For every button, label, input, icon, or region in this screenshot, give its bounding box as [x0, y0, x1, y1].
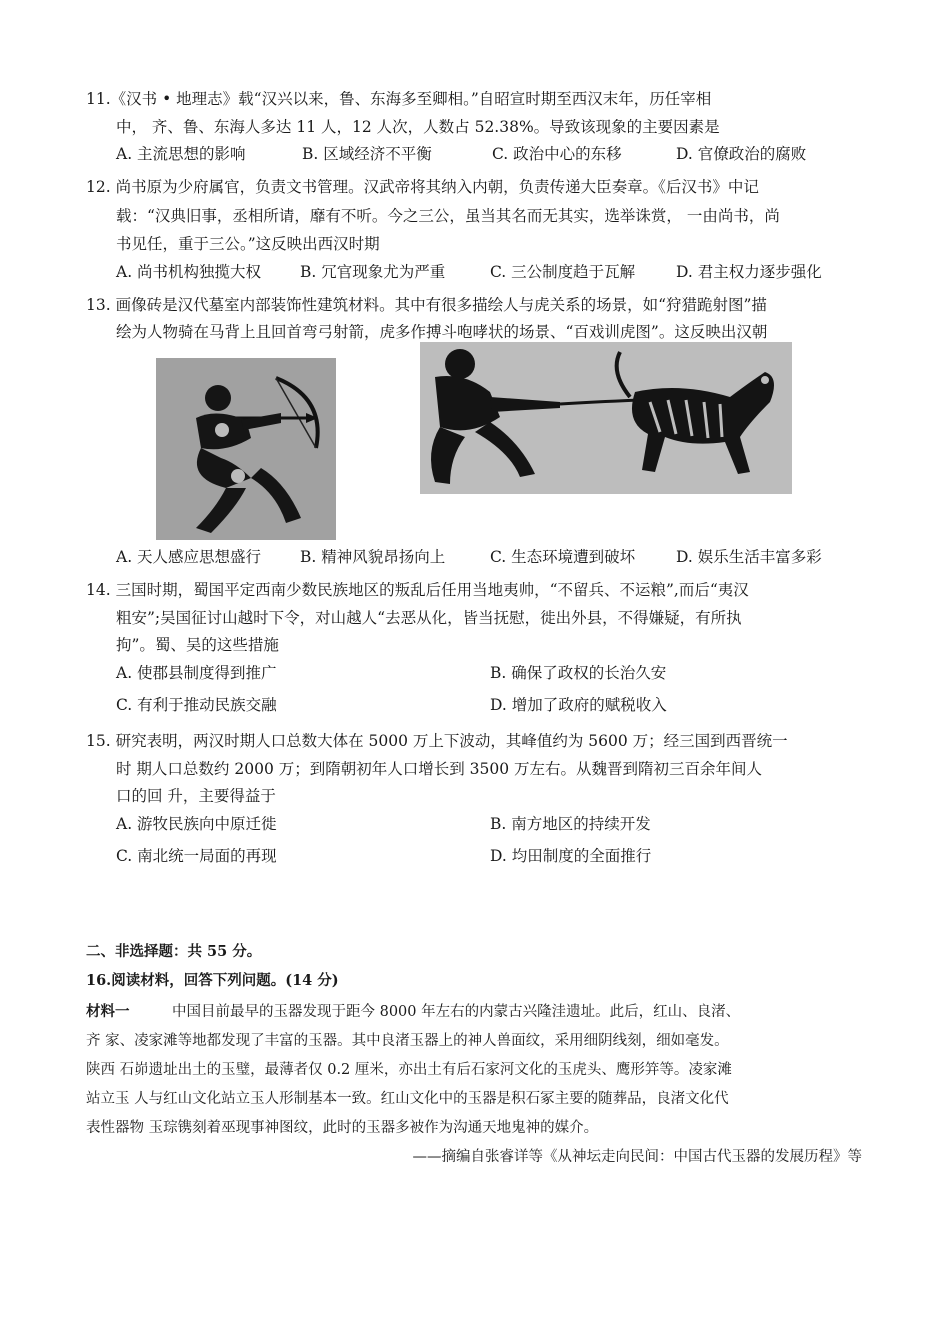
material1-line3: 陕西 石峁遗址出土的玉璧，最薄者仅 0.2 厘米，亦出土有后石家河文化的玉虎头、鹰形笄等。凌家滩 — [86, 1062, 732, 1078]
q11-option-b: B. 区域经济不平衡 — [302, 145, 432, 163]
q11-option-c: C. 政治中心的东移 — [492, 145, 622, 163]
q12-option-b: B. 冗官现象尤为严重 — [300, 263, 446, 281]
q15-stem-line3: 口的回 升，主要得益于 — [116, 787, 276, 805]
section-heading: 二、非选择题：共 55 分。 — [86, 943, 262, 960]
q14-option-b: B. 确保了政权的长治久安 — [490, 664, 667, 682]
q14-option-a: A. 使郡县制度得到推广 — [116, 664, 277, 682]
q13-option-b: B. 精神风貌昂扬向上 — [300, 548, 446, 566]
q13-option-a: A. 天人感应思想盛行 — [116, 548, 262, 566]
q14-stem-line3: 拘”。蜀、吴的这些措施 — [116, 636, 279, 654]
q13-option-d: D. 娱乐生活丰富多彩 — [676, 548, 822, 566]
q11-option-a: A. 主流思想的影响 — [116, 145, 246, 163]
q15-stem-line1: 15. 研究表明，两汉时期人口总数大体在 5000 万上下波动，其峰值约为 5600 万；经三国到西晋统一 — [86, 732, 788, 750]
q14-stem-line2: 粗安”;吴国征讨山越时下令，对山越人“去恶从化，皆当抚慰，徙出外县，不得嫌疑，有所执 — [116, 609, 742, 627]
q12-option-c: C. 三公制度趋于瓦解 — [490, 263, 636, 281]
q13-stem-line2: 绘为人物骑在马背上且回首弯弓射箭，虎多作搏斗咆哮状的场景、“百戏训虎图”。这反映出汉朝 — [116, 323, 768, 341]
q15-option-c: C. 南北统一局面的再现 — [116, 847, 277, 865]
material1-line2: 齐 家、凌家滩等地都发现了丰富的玉器。其中良渚玉器上的神人兽面纹，采用细阴线刻，细如毫发。 — [86, 1033, 729, 1049]
q15-option-b: B. 南方地区的持续开发 — [490, 815, 651, 833]
q14-stem-line1: 14. 三国时期，蜀国平定西南少数民族地区的叛乱后任用当地夷帅，“不留兵、不运粮”,而后“夷汉 — [86, 581, 749, 599]
q11-stem-line1: 11.《汉书 • 地理志》载“汉兴以来，鲁、东海多至卿相。”自昭宣时期至西汉末年，历任宰相 — [86, 90, 712, 108]
q11-option-d: D. 官僚政治的腐败 — [676, 145, 807, 163]
material1-line4: 站立玉 人与红山文化站立玉人形制基本一致。红山文化中的玉器是积石冢主要的随葬品，良渚文化代 — [86, 1091, 729, 1107]
tiger-training-relief-image — [420, 342, 792, 494]
q15-stem-line2: 时 期人口总数约 2000 万；到隋朝初年人口增长到 3500 万左右。从魏晋到隋初三百余年间人 — [116, 760, 763, 778]
q13-option-c: C. 生态环境遭到破坏 — [490, 548, 636, 566]
kneeling-archer-relief-image — [156, 358, 336, 540]
material1-line1: 中国目前最早的玉器发现于距今 8000 年左右的内蒙古兴隆洼遗址。此后，红山、良渚、 — [172, 1004, 741, 1020]
q15-option-d: D. 均田制度的全面推行 — [490, 847, 652, 865]
material1-source: ——摘编自张睿详等《从神坛走向民间：中国古代玉器的发展历程》等 — [412, 1149, 862, 1165]
q16-heading: 16.阅读材料，回答下列问题。(14 分) — [86, 972, 339, 989]
q11-stem-line2: 中， 齐、鲁、东海人多达 11 人，12 人次，人数占 52.38%。导致该现象的主要因素是 — [116, 118, 720, 136]
material1-line5: 表性器物 玉琮镌刻着巫现事神图纹，此时的玉器多被作为沟通天地鬼神的媒介。 — [86, 1120, 599, 1136]
q12-stem-line3: 书见任，重于三公。”这反映出西汉时期 — [116, 235, 380, 253]
q12-stem-line2: 载：“汉典旧事，丞相所请，靡有不听。今之三公，虽当其名而无其实，选举诛赏， 一由尚书，尚 — [116, 207, 780, 225]
q14-option-c: C. 有利于推动民族交融 — [116, 696, 277, 714]
q13-stem-line1: 13. 画像砖是汉代墓室内部装饰性建筑材料。其中有很多描绘人与虎关系的场景，如“狩猎跪射图”描 — [86, 296, 767, 314]
q14-option-d: D. 增加了政府的赋税收入 — [490, 696, 667, 714]
q12-option-a: A. 尚书机构独揽大权 — [116, 263, 262, 281]
q12-stem-line1: 12. 尚书原为少府属官，负责文书管理。汉武帝将其纳入内朝，负责传递大臣奏章。《后汉书》中记 — [86, 178, 759, 196]
q15-option-a: A. 游牧民族向中原迁徙 — [116, 815, 277, 833]
material1-label: 材料一 — [86, 1003, 130, 1020]
q12-option-d: D. 君主权力逐步强化 — [676, 263, 822, 281]
